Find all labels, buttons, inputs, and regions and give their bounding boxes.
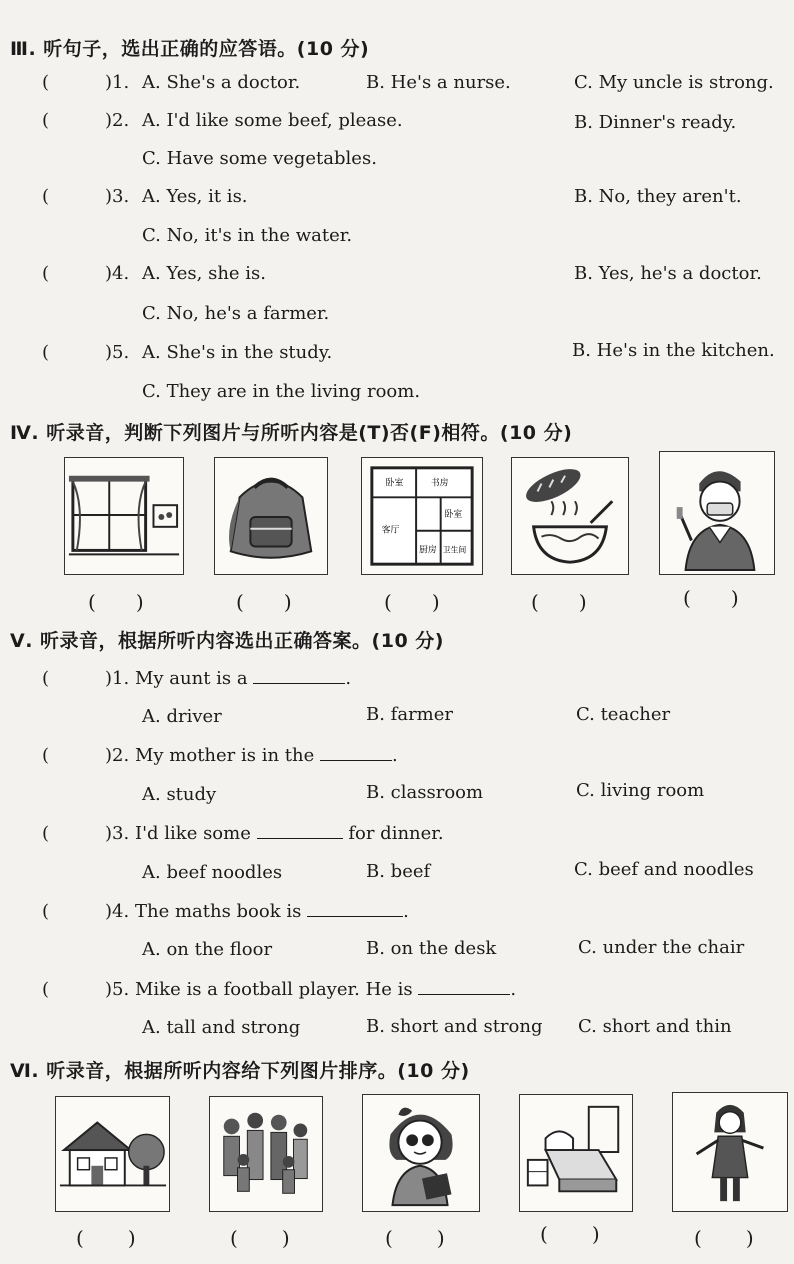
plan-label: 卧室 [444, 509, 463, 520]
section-6-title: Ⅵ. 听录音，根据所听内容给下列图片排序。(10 分) [10, 1060, 470, 1082]
bread-bowl-icon [512, 458, 628, 574]
question-stem: The maths book is [134, 901, 302, 922]
s3-q4-option-b: B. Yes, he's a doctor. [574, 263, 762, 284]
answer-blank[interactable] [418, 980, 510, 995]
answer-paren-open[interactable]: ( [42, 110, 50, 131]
s3-question-3 [42, 186, 129, 207]
s3-q3-option-a: A. Yes, it is. [142, 186, 248, 207]
girl-reading-picture [362, 1094, 480, 1212]
bedroom-picture [519, 1094, 633, 1212]
window-picture [64, 457, 184, 575]
s3-question-1 [42, 72, 129, 93]
woman-icon [673, 1093, 787, 1211]
s3-q5-option-a: A. She's in the study. [142, 342, 333, 363]
s4-answer-2[interactable]: ( ) [236, 590, 292, 614]
s3-q5-option-c: C. They are in the living room. [142, 381, 421, 402]
s5-q5-option-c: C. short and thin [578, 1016, 732, 1037]
bread-noodles-picture [511, 457, 629, 575]
question-stem: My mother is in the [134, 745, 315, 766]
s3-q2-option-a: A. I'd like some beef, please. [142, 110, 403, 131]
s3-q1-option-c: C. My uncle is strong. [574, 72, 774, 93]
floor-plan-picture [361, 457, 483, 575]
woman-picture [672, 1092, 788, 1212]
section-5-title: Ⅴ. 听录音，根据所听内容选出正确答案。(10 分) [10, 630, 444, 652]
s3-q2-option-b: B. Dinner's ready. [574, 112, 737, 133]
s5-question-3: ( )3. I'd like some for dinner. [42, 823, 444, 844]
nurse-icon [660, 452, 774, 574]
s5-question-4: ( )4. The maths book is . [42, 901, 409, 922]
s3-q5-option-b: B. He's in the kitchen. [572, 340, 775, 361]
s5-q5-option-a: A. tall and strong [142, 1017, 301, 1038]
answer-paren-open[interactable]: ( [42, 745, 50, 766]
s6-answer-4[interactable]: ( ) [540, 1222, 600, 1246]
plan-label: 书房 [430, 478, 449, 489]
house-icon [56, 1097, 169, 1211]
answer-paren-open[interactable]: ( [42, 186, 50, 207]
s3-question-5 [42, 342, 129, 363]
family-icon [210, 1097, 322, 1211]
s5-q2-option-c: C. living room [576, 780, 705, 801]
s3-q3-option-c: C. No, it's in the water. [142, 225, 353, 246]
window-icon [65, 458, 183, 574]
answer-paren-open[interactable]: ( [42, 979, 50, 1000]
s5-q1-option-a: A. driver [142, 706, 222, 727]
s5-q1-option-c: C. teacher [576, 704, 671, 725]
s6-answer-5[interactable]: ( ) [694, 1226, 754, 1250]
question-number: )4. [105, 263, 130, 284]
family-picture [209, 1096, 323, 1212]
s3-question-2 [42, 110, 129, 131]
question-number: )1. [105, 72, 130, 93]
answer-blank[interactable] [253, 669, 345, 684]
s5-q4-option-a: A. on the floor [142, 939, 273, 960]
question-stem: Mike is a football player. He is [134, 979, 413, 1000]
question-stem: I'd like some [134, 823, 251, 844]
s6-answer-3[interactable]: ( ) [385, 1226, 445, 1250]
s3-q4-option-c: C. No, he's a farmer. [142, 303, 330, 324]
answer-paren-open[interactable]: ( [42, 72, 50, 93]
s5-question-2: ( )2. My mother is in the . [42, 745, 398, 766]
bed-icon [520, 1095, 632, 1211]
floor-plan-icon [362, 458, 482, 574]
s5-q2-option-b: B. classroom [366, 782, 484, 803]
plan-label: 客厅 [381, 525, 400, 536]
s3-q2-option-c: C. Have some vegetables. [142, 148, 377, 169]
s3-question-4 [42, 263, 129, 284]
s4-answer-5[interactable]: ( ) [683, 586, 739, 610]
s6-answer-2[interactable]: ( ) [230, 1226, 290, 1250]
s5-q2-option-a: A. study [142, 784, 217, 805]
girl-reading-icon [363, 1095, 479, 1211]
s5-q1-option-b: B. farmer [366, 704, 453, 725]
nurse-picture [659, 451, 775, 575]
schoolbag-icon [215, 458, 327, 574]
question-stem: My aunt is a [134, 668, 248, 689]
question-number: )2. [105, 110, 130, 131]
s3-q3-option-b: B. No, they aren't. [574, 186, 742, 207]
question-number: )3. [105, 186, 130, 207]
answer-paren-open[interactable]: ( [42, 901, 50, 922]
answer-blank[interactable] [257, 824, 343, 839]
section-3-title: Ⅲ. 听句子，选出正确的应答语。(10 分) [10, 38, 370, 60]
house-picture [55, 1096, 170, 1212]
plan-label: 厨房 [419, 545, 437, 556]
answer-paren-open[interactable]: ( [42, 263, 50, 284]
s5-q5-option-b: B. short and strong [366, 1016, 543, 1037]
plan-label: 卫生间 [442, 545, 467, 555]
schoolbag-picture [214, 457, 328, 575]
s5-q3-option-a: A. beef noodles [142, 862, 283, 883]
answer-paren-open[interactable]: ( [42, 342, 50, 363]
s3-q1-option-a: A. She's a doctor. [142, 72, 301, 93]
answer-blank[interactable] [320, 746, 392, 761]
s5-q3-option-c: C. beef and noodles [574, 859, 754, 880]
answer-paren-open[interactable]: ( [42, 823, 50, 844]
s5-q4-option-c: C. under the chair [578, 937, 745, 958]
answer-paren-open[interactable]: ( [42, 668, 50, 689]
answer-blank[interactable] [307, 902, 403, 917]
s4-answer-1[interactable]: ( ) [88, 590, 144, 614]
s6-answer-1[interactable]: ( ) [76, 1226, 136, 1250]
s5-question-5: ( )5. Mike is a football player. He is . [42, 979, 517, 1000]
s5-question-1: ( )1. My aunt is a . [42, 668, 352, 689]
s5-q4-option-b: B. on the desk [366, 938, 497, 959]
s5-q3-option-b: B. beef [366, 861, 431, 882]
s4-answer-3[interactable]: ( ) [384, 590, 440, 614]
s3-q4-option-a: A. Yes, she is. [142, 263, 267, 284]
section-4-title: Ⅳ. 听录音，判断下列图片与所听内容是(T)否(F)相符。(10 分) [10, 422, 573, 444]
question-number: )5. [105, 342, 130, 363]
s3-q1-option-b: B. He's a nurse. [366, 72, 511, 93]
plan-label: 卧室 [385, 478, 404, 489]
s4-answer-4[interactable]: ( ) [531, 590, 587, 614]
